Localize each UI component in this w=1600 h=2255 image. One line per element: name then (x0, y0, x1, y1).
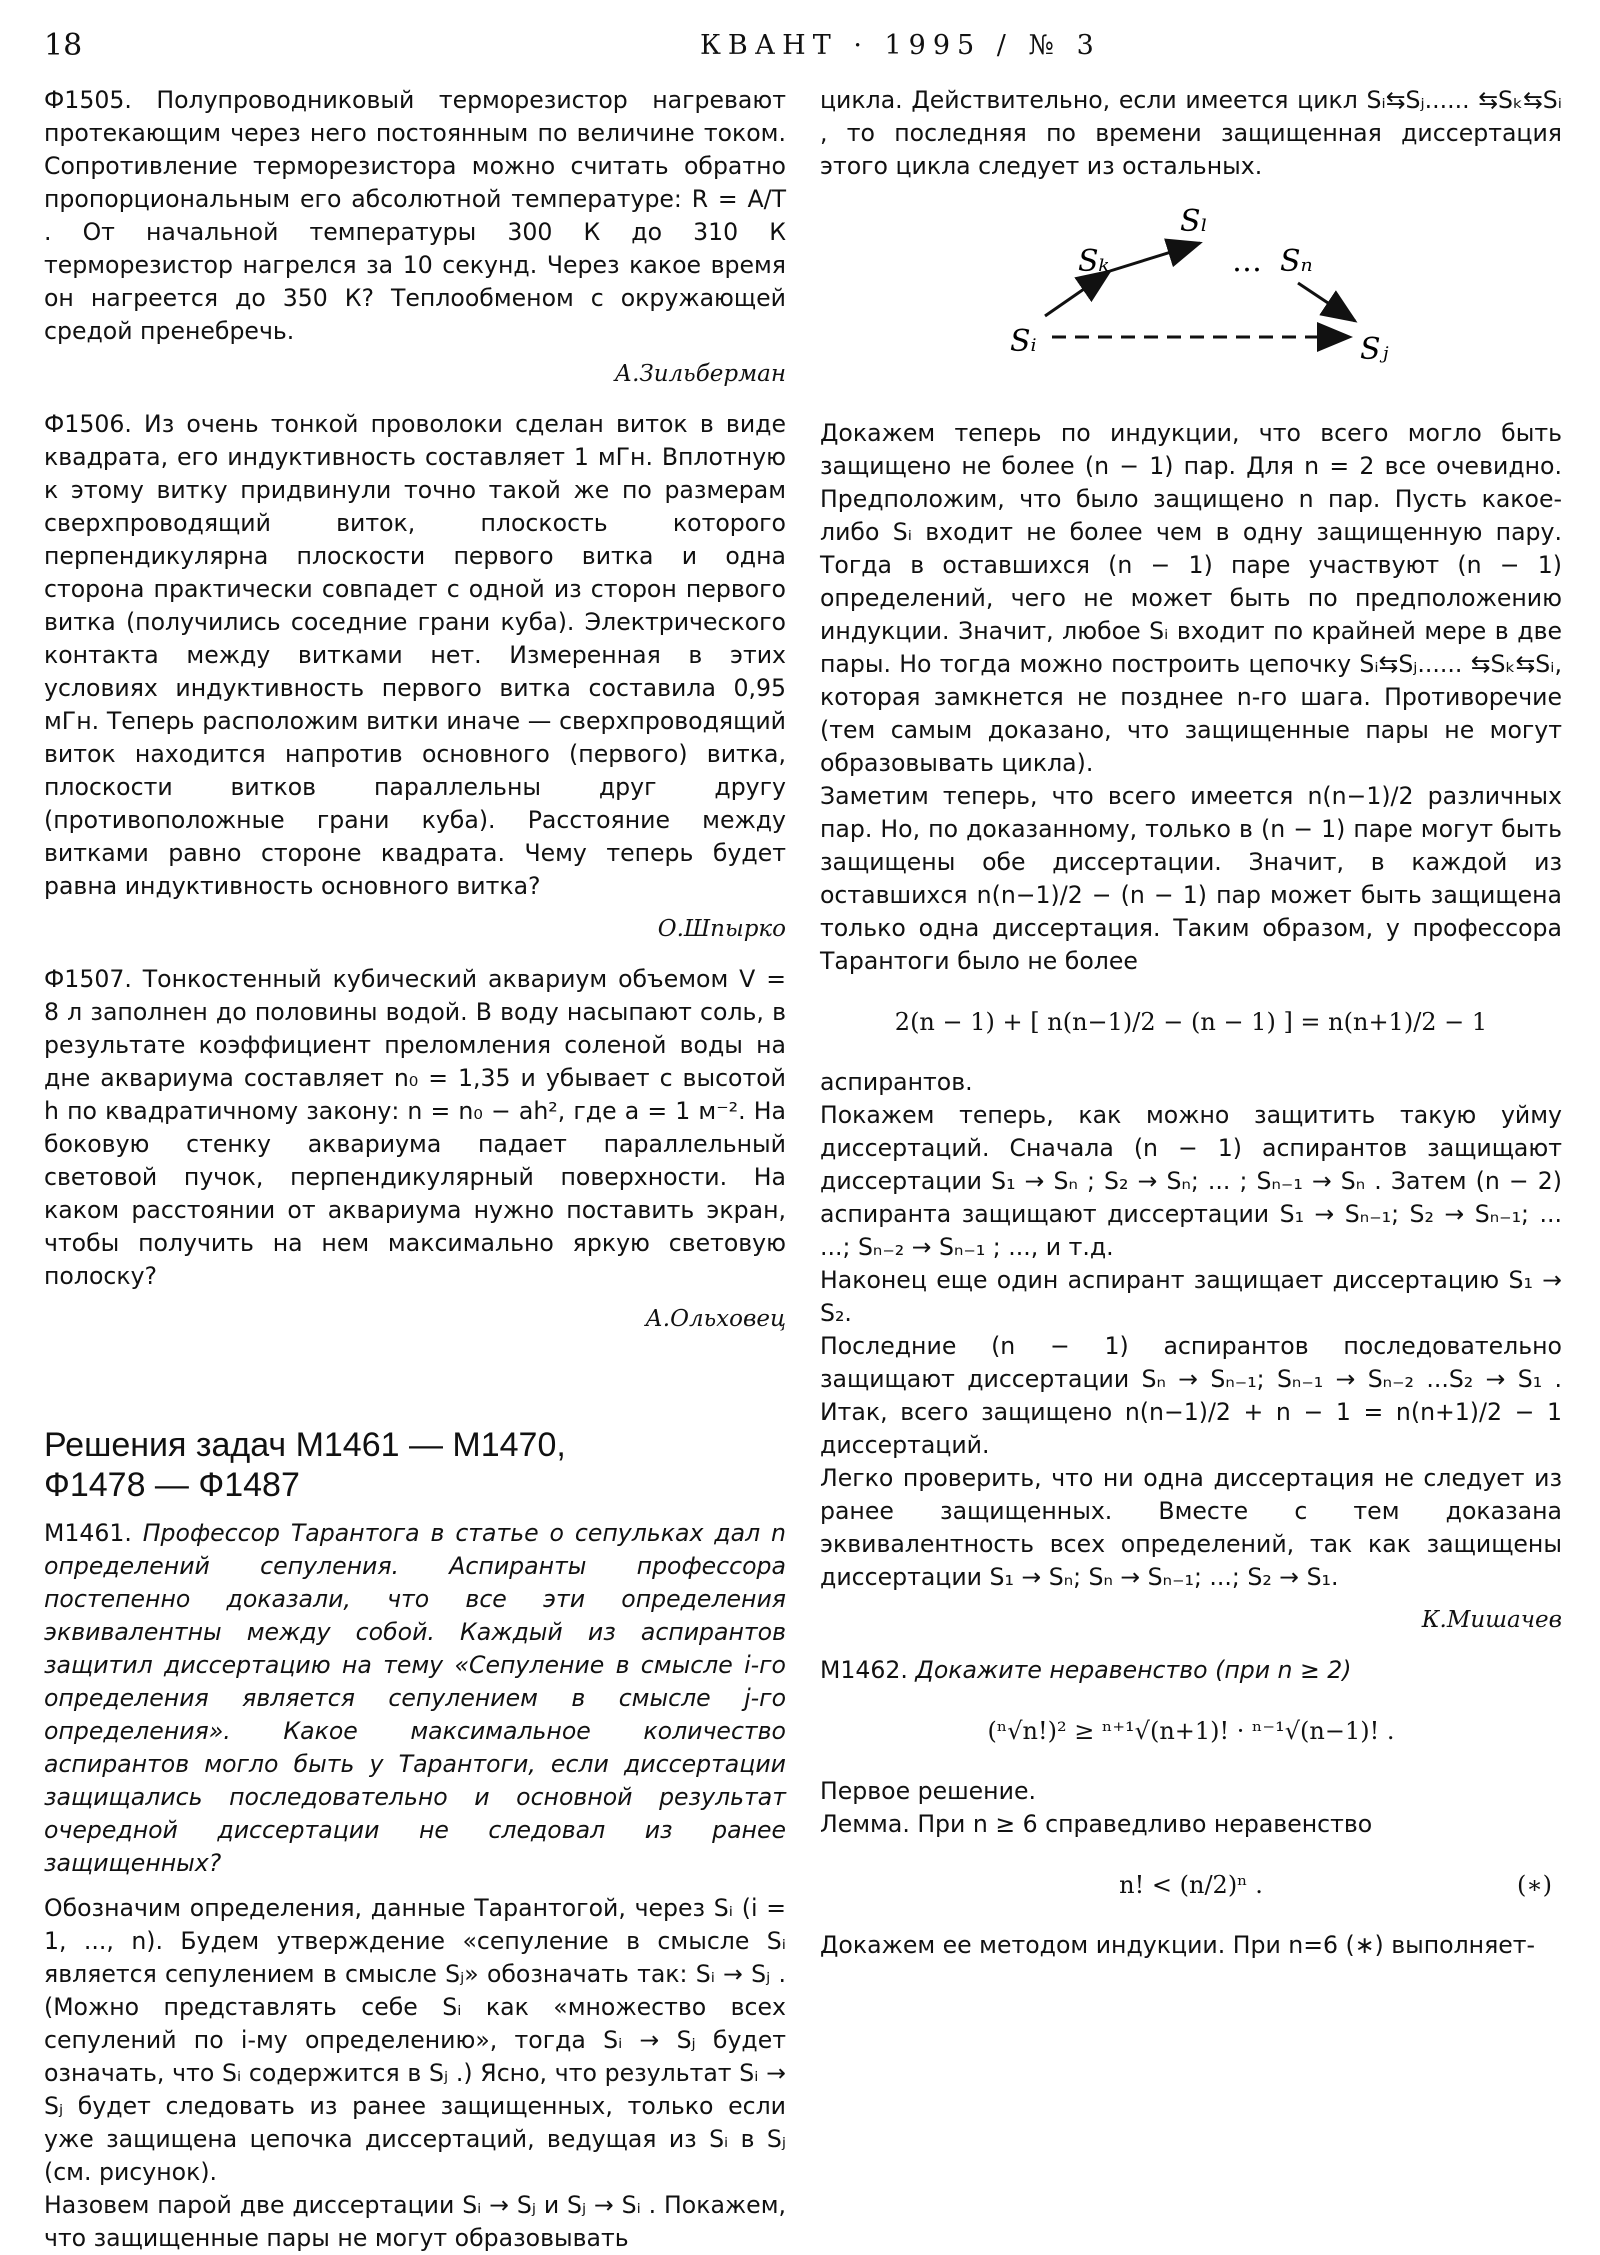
solution-paragraph: цикла. Действительно, если имеется цикл Sᵢ⇆Sⱼ...... ⇆Sₖ⇆Sᵢ , то последняя по времени защищенная диссертация этого цикла следует из остальных. (820, 86, 1562, 180)
diagram-svg (820, 191, 1562, 401)
author-signature: К.Мишачев (1421, 1607, 1562, 1633)
problem-m1461 (44, 1517, 786, 1880)
section-title-line-1: Решения задач М1461 — М1470, (44, 1426, 566, 1464)
label-sj: Sⱼ (1360, 332, 1389, 367)
solution-paragraph: Последние (n − 1) аспирантов последовательно защищают диссертации Sₙ → Sₙ₋₁; Sₙ₋₁ → Sₙ₋₂ ...S₂ → S₁ . Итак, всего защищено n(n−1)/2 + n − 1 = n(n+1)/2 − 1 диссертаций. (820, 1332, 1562, 1459)
label-dots: … (1232, 244, 1262, 279)
author-signature: А.Зильберман (614, 361, 786, 387)
problem-id: Ф1507. (44, 965, 132, 993)
running-title: КВАНТ · 1995 / № 3 (700, 30, 1101, 61)
label-sk: Sₖ (1078, 244, 1110, 279)
formula-count: 2(n − 1) + [ n(n−1)/2 − (n − 1) ] = n(n+1)/2 − 1 (894, 1008, 1488, 1036)
solution-paragraph: Покажем теперь, как можно защитить такую уйму диссертаций. Сначала (n − 1) аспирантов защищают диссертации S₁ → Sₙ ; S₂ → Sₙ; ... ; Sₙ₋₁ → Sₙ . Затем (n − 2) аспиранта защищают диссертации S₁ → Sₙ₋₁; S₂ → Sₙ₋₁; ... ...; Sₙ₋₂ → Sₙ₋₁ ; ..., и т.д. (820, 1101, 1562, 1261)
formula-inequality: (ⁿ√n!)² ≥ ⁿ⁺¹√(n+1)! · ⁿ⁻¹√(n−1)! . (987, 1717, 1395, 1745)
problem-text: Из очень тонкой проволоки сделан виток в виде квадрата, его индуктивность составляет 1 мГн. Вплотную к этому витку придвинули точно такой же по размерам сверхпроводящий виток, плоскость которого перпендикулярна плоскости первого витка и одна сторона практически совпадет с одной из сторон первого витка (получились соседние грани куба). Электрического контакта между витками нет. Измеренная в этих условиях индуктивность первого витка составила 0,95 мГн. Теперь расположим витки иначе — сверхпроводящий виток находится напротив основного (первого) витка, плоскости витков параллельны друг другу (противоположные грани куба). Расстояние между витками равно стороне квадрата. Чему теперь будет равна индуктивность основного витка? (44, 410, 786, 900)
section-title (44, 1425, 786, 1505)
section-title-line-2: Ф1478 — Ф1487 (44, 1466, 300, 1504)
problem-f1507 (44, 963, 786, 1293)
cycle-diagram (820, 191, 1562, 401)
right-column (820, 84, 1562, 1962)
formula-lemma-body: n! < (n/2)ⁿ . (1119, 1871, 1263, 1899)
problem-id: Ф1506. (44, 410, 132, 438)
author-signature: А.Ольховец (645, 1306, 786, 1332)
solution-paragraph: Наконец еще один аспирант защищает диссертацию S₁ → S₂. (820, 1266, 1562, 1327)
problem-id: М1461. (44, 1519, 132, 1547)
page-header (40, 28, 1560, 64)
solution-paragraph: Обозначим определения, данные Тарантогой, через Sᵢ (i = 1, ..., n). Будем утверждение «сепуление в смысле Sᵢ является сепулением в смысле Sⱼ» обозначать так: Sᵢ → Sⱼ . (Можно представлять себе Sᵢ как «множество всех сепулений по i-му определению», тогда Sᵢ → Sⱼ будет означать, что Sᵢ содержится в Sⱼ .) Ясно, что результат Sᵢ → Sⱼ будет следовать из ранее защищенных, только если уже защищена цепочка диссертаций, ведущая из Sᵢ в Sⱼ (см. рисунок). (44, 1894, 786, 2186)
problem-statement: Докажите неравенство (при n ≥ 2) (915, 1656, 1352, 1684)
problem-f1505 (44, 84, 786, 348)
author-signature: О.Шпырко (657, 916, 786, 942)
formula-tag: (∗) (1516, 1871, 1552, 1899)
page-number: 18 (44, 28, 83, 63)
solution-paragraph: Легко проверить, что ни одна диссертация не следует из ранее защищенных. Вместе с тем доказана эквивалентность всех определений, так как защищены диссертации S₁ → Sₙ; Sₙ → Sₙ₋₁; ...; S₂ → S₁. (820, 1464, 1562, 1591)
solution-paragraph: аспирантов. (820, 1068, 973, 1096)
label-sl: Sₗ (1180, 204, 1208, 239)
problem-m1462 (820, 1654, 1562, 1687)
solution-paragraph: Докажем ее методом индукции. При n=6 (∗) выполняет- (820, 1931, 1536, 1959)
label-si: Sᵢ (1010, 324, 1037, 359)
solution-paragraph: Докажем теперь по индукции, что всего могло быть защищено не более (n − 1) пар. Для n = 2 все очевидно. Предположим, что было защищено n пар. Пусть какое-либо Sᵢ входит не более чем в одну защищенную пару. Тогда в оставшихся (n − 1) паре участвуют (n − 1) определений, чего не может быть по предположению индукции. Значит, любое Sᵢ входит по крайней мере в две пары. Но тогда можно построить цепочку Sᵢ⇆Sⱼ...... ⇆Sₖ⇆Sᵢ, которая замкнется не позднее n-го шага. Противоречие (тем самым доказано, что защищенные пары не могут образовывать цикла). (820, 419, 1562, 777)
problem-f1506 (44, 408, 786, 903)
solution-paragraph: Назовем парой две диссертации Sᵢ → Sⱼ и Sⱼ → Sᵢ . Покажем, что защищенные пары не могут образовывать (44, 2191, 786, 2252)
arrow-sk-sl (1110, 243, 1200, 271)
problem-statement: Профессор Тарантога в статье о сепульках дал n определений сепуления. Аспиранты профессора постепенно доказали, что все эти определения эквивалентны между собой. Каждый из аспирантов защитил диссертацию на тему «Сепуление в смысле i-го определения является сепулением в смысле j-го определения». Какое максимальное количество аспирантов могло быть у Тарантоги, если диссертации защищались последовательно и основной результат очередной диссертации не следовал из ранее защищенных? (44, 1519, 786, 1877)
problem-id: М1462. (820, 1656, 908, 1684)
first-solution-heading: Первое решение. (820, 1777, 1036, 1805)
formula-lemma (820, 1871, 1562, 1899)
arrow-sn-sj (1298, 283, 1355, 321)
solution-paragraph: Заметим теперь, что всего имеется n(n−1)/2 различных пар. Но, по доказанному, только в (n − 1) паре могут быть защищены обе диссертации. Значит, в каждой из оставшихся n(n−1)/2 − (n − 1) пар может быть защищена только одна диссертация. Таким образом, у профессора Тарантоги было не более (820, 782, 1562, 975)
left-column (44, 84, 786, 2255)
problem-id: Ф1505. (44, 86, 132, 114)
problem-text: Полупроводниковый терморезистор нагревают протекающим через него постоянным по величине током. Сопротивление терморезистора можно считать обратно пропорциональным его абсолютной температуре: R = A/T . От начальной температуры 300 К до 310 К терморезистор нагрелся за 10 секунд. Через какое время он нагреется до 350 К? Теплообменом с окружающей средой пренебречь. (44, 86, 786, 345)
problem-text: Тонкостенный кубический аквариум объемом V = 8 л заполнен до половины водой. В воду насыпают соль, в результате коэффициент преломления соленой воды на дне аквариума составляет n₀ = 1,35 и убывает с высотой h по квадратичному закону: n = n₀ − ah², где a = 1 м⁻². На боковую стенку аквариума падает параллельный световой пучок, перпендикулярный поверхности. На каком расстоянии от аквариума нужно поставить экран, чтобы получить на нем максимально яркую световую полоску? (44, 965, 786, 1290)
label-sn: Sₙ (1280, 244, 1313, 279)
lemma-text: Лемма. При n ≥ 6 справедливо неравенство (820, 1810, 1373, 1838)
